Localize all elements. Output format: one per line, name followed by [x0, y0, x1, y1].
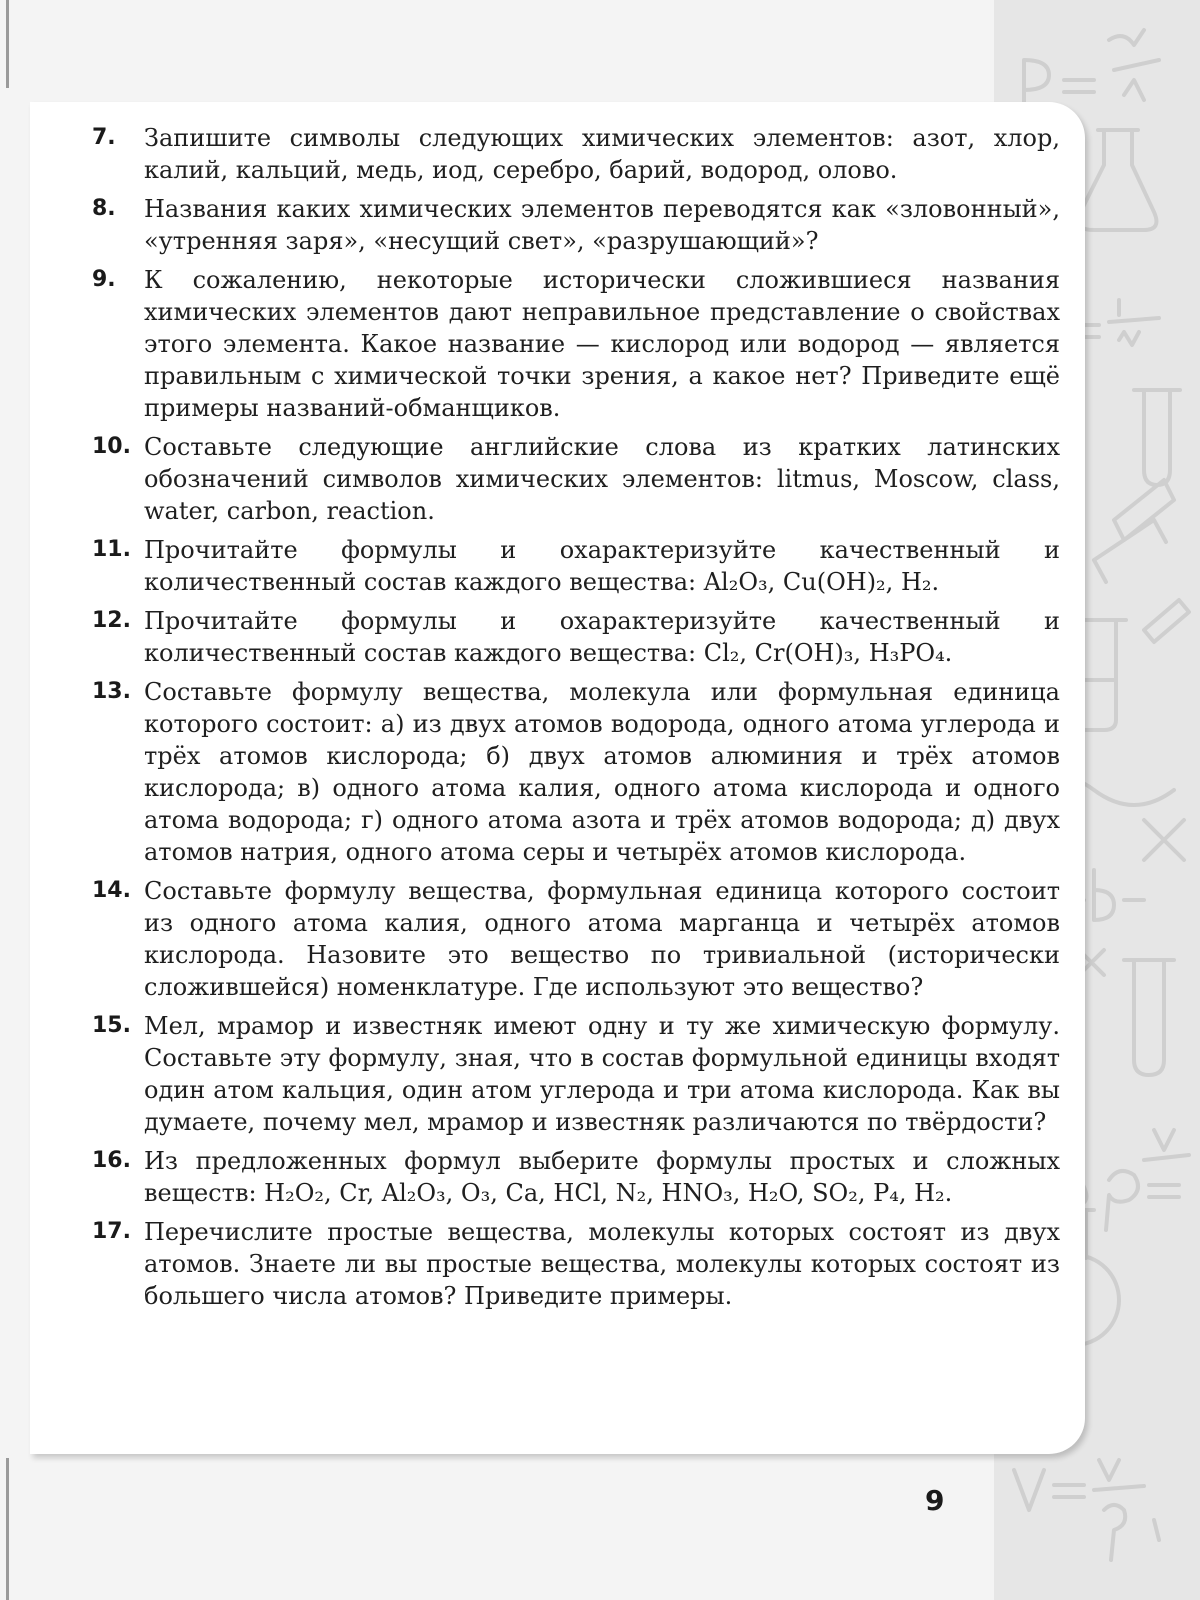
- exercise-number: 15.: [92, 1013, 131, 1038]
- exercise-text: Составьте формулу вещества, молекула или формульная единица которого состоит: а) из двух атомов водорода, одного атома углерода и трёх атомов кислорода; б) двух атомов алюминия и трёх атомов кислорода; в) одного атома калия, одного атома кислорода и одного атома водорода; г) одного атома азота и трёх атомов водорода; д) двух атомов натрия, одного атома серы и четырёх атомов кислорода.: [144, 678, 1060, 866]
- exercise-item: [92, 1216, 1060, 1312]
- exercise-text: Прочитайте формулы и охарактеризуйте качественный и количественный состав каждого вещества: Al₂O₃, Cu(OH)₂, H₂.: [144, 536, 1060, 596]
- exercise-number: 9.: [92, 267, 116, 292]
- exercise-text: Прочитайте формулы и охарактеризуйте качественный и количественный состав каждого вещества: Cl₂, Cr(OH)₃, H₃PO₄.: [144, 607, 1060, 667]
- exercise-item: [92, 1010, 1060, 1138]
- exercise-item: [92, 431, 1060, 527]
- exercise-number: 10.: [92, 434, 131, 459]
- exercise-item: [92, 534, 1060, 598]
- exercise-item: [92, 605, 1060, 669]
- exercise-number: 13.: [92, 679, 131, 704]
- exercise-text: Запишите символы следующих химических элементов: азот, хлор, калий, кальций, медь, иод, серебро, барий, водород, олово.: [144, 124, 1060, 184]
- exercise-item: [92, 193, 1060, 257]
- exercise-number: 12.: [92, 608, 131, 633]
- left-margin-rule-bottom: [6, 1458, 9, 1600]
- exercise-text: К сожалению, некоторые исторически сложившиеся названия химических элементов дают неправильное представление о свойствах этого элемента. Какое название — кислород или водород — является правильным с химической точки зрения, а какое нет? Приведите ещё примеры названий-обманщиков.: [144, 266, 1060, 422]
- exercise-number: 8.: [92, 196, 116, 221]
- exercise-text: Перечислите простые вещества, молекулы которых состоят из двух атомов. Знаете ли вы простые вещества, молекулы которых состоят из большего числа атомов? Приведите примеры.: [144, 1218, 1060, 1310]
- page-number: 9: [925, 1484, 945, 1517]
- exercise-text: Из предложенных формул выберите формулы простых и сложных веществ: H₂O₂, Cr, Al₂O₃, O₃, Ca, HCl, N₂, HNO₃, H₂O, SO₂, P₄, H₂.: [144, 1147, 1060, 1207]
- exercise-item: [92, 676, 1060, 868]
- left-margin-rule-top: [6, 0, 9, 88]
- exercise-item: [92, 1145, 1060, 1209]
- exercise-text: Составьте следующие английские слова из кратких латинских обозначений символов химических элементов: litmus, Moscow, class, water, carbon, reaction.: [144, 433, 1060, 525]
- exercise-number: 17.: [92, 1219, 131, 1244]
- exercise-text: Мел, мрамор и известняк имеют одну и ту же химическую формулу. Составьте эту формулу, зная, что в состав формульной единицы входят один атом кальция, один атом углерода и три атома кислорода. Как вы думаете, почему мел, мрамор и известняк различаются по твёрдости?: [144, 1012, 1060, 1136]
- exercise-number: 11.: [92, 537, 131, 562]
- exercise-item: [92, 264, 1060, 424]
- exercise-number: 14.: [92, 878, 131, 903]
- exercise-item: [92, 122, 1060, 186]
- exercise-number: 16.: [92, 1148, 131, 1173]
- exercise-item: [92, 875, 1060, 1003]
- exercise-number: 7.: [92, 125, 116, 150]
- exercise-text: Названия каких химических элементов переводятся как «зловонный», «утренняя заря», «несущий свет», «разрушающий»?: [144, 195, 1060, 255]
- exercise-list: [92, 122, 1060, 1319]
- exercise-text: Составьте формулу вещества, формульная единица которого состоит из одного атома калия, одного атома марганца и четырёх атомов кислорода. Назовите это вещество по тривиальной (исторически сложившейся) номенклатуре. Где используют это вещество?: [144, 877, 1060, 1001]
